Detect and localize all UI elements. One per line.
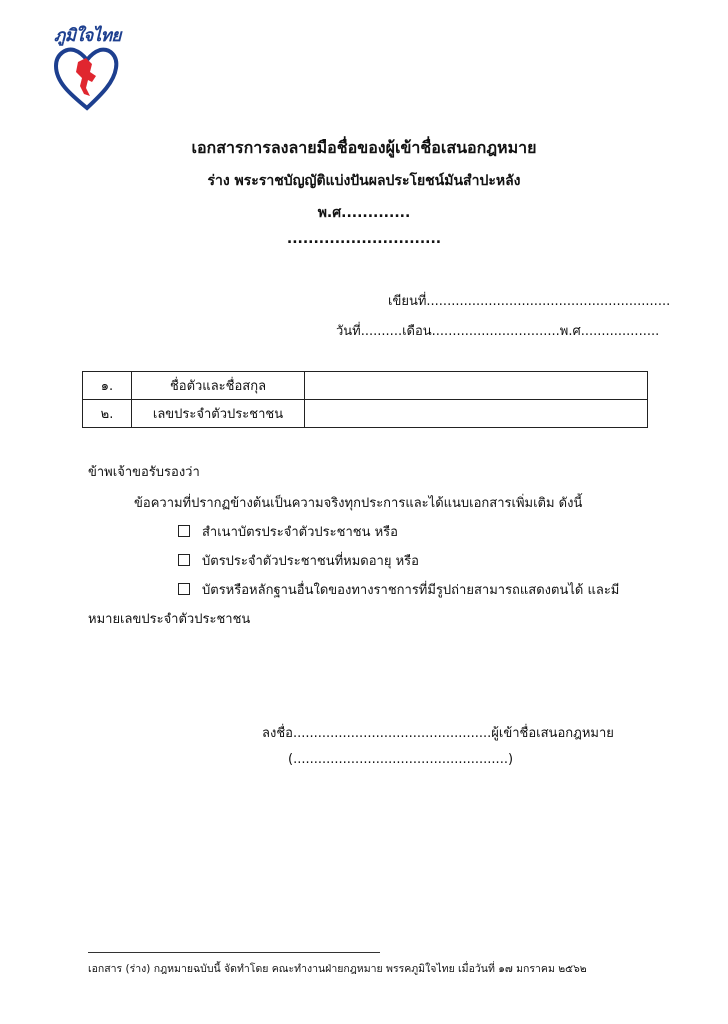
place-line: เขียนที่........................................................... bbox=[388, 294, 671, 309]
footer-divider bbox=[88, 952, 380, 953]
logo-text: ภูมิใจไทย bbox=[54, 26, 121, 46]
document-title: เอกสารการลงลายมือชื่อของผู้เข้าชื่อเสนอกฎหมาย bbox=[191, 138, 537, 157]
option-label: บัตรประจำตัวประชาชนที่หมดอายุ หรือ bbox=[202, 554, 419, 569]
date-line: วันที่..........เดือน...............................พ.ศ................... bbox=[336, 324, 660, 339]
party-logo bbox=[52, 22, 124, 114]
row-label-id: เลขประจำตัวประชาชน bbox=[132, 400, 305, 428]
table-row bbox=[83, 400, 648, 428]
row-label-name: ชื่อตัวและชื่อสกุล bbox=[132, 372, 305, 400]
bill-name: ร่าง พระราชบัญญัติแบ่งปันผลประโยชน์มันสำปะหลัง bbox=[207, 173, 521, 189]
row-number: ๑. bbox=[83, 372, 132, 400]
checkbox[interactable] bbox=[178, 525, 190, 537]
option-copy-id bbox=[178, 521, 398, 542]
checkbox[interactable] bbox=[178, 554, 190, 566]
info-table bbox=[82, 371, 648, 428]
checkbox[interactable] bbox=[178, 583, 190, 595]
signature-line: ลงชื่อ................................................ผู้เข้าชื่อเสนอกฎหมาย bbox=[262, 726, 614, 741]
year-line: พ.ศ............. bbox=[317, 205, 411, 221]
footer-note: เอกสาร (ร่าง) กฎหมายฉบับนี้ จัดทำโดย คณะทำงานฝ่ายกฎหมาย พรรคภูมิใจไทย เมื่อวันที่ ๑๗ มกราคม ๒๕๖๒ bbox=[88, 963, 587, 975]
name-field[interactable] bbox=[305, 372, 648, 400]
certify-statement: ข้อความที่ปรากฏข้างต้นเป็นความจริงทุกประการและได้แนบเอกสารเพิ่มเติม ดังนี้ bbox=[134, 496, 583, 511]
option-continuation: หมายเลขประจำตัวประชาชน bbox=[88, 612, 251, 627]
option-expired-id bbox=[178, 550, 419, 571]
option-other-document bbox=[178, 579, 619, 600]
table-row bbox=[83, 372, 648, 400]
option-label: บัตรหรือหลักฐานอื่นใดของทางราชการที่มีรูปถ่ายสามารถแสดงตนได้ และมี bbox=[202, 583, 620, 598]
signature-name-line: (....................................................) bbox=[288, 752, 514, 767]
certify-intro: ข้าพเจ้าขอรับรองว่า bbox=[88, 465, 200, 480]
dotted-line: ............................. bbox=[286, 231, 442, 247]
option-label: สำเนาบัตรประจำตัวประชาชน หรือ bbox=[202, 525, 398, 540]
id-number-field[interactable] bbox=[305, 400, 648, 428]
heart-map-icon bbox=[52, 46, 122, 112]
row-number: ๒. bbox=[83, 400, 132, 428]
